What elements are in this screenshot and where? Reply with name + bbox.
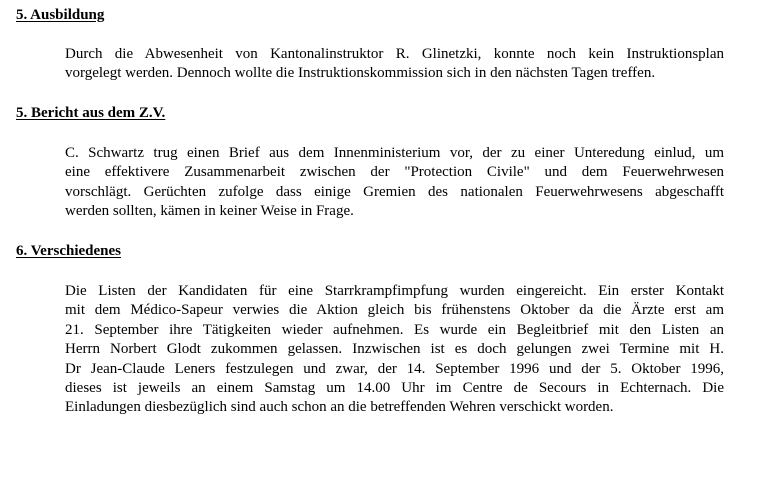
section-paragraph-bericht [65,144,724,222]
section-heading-bericht: 5. Bericht aus dem Z.V. [16,105,166,121]
paragraph-line: vorschlägt. Gerüchten zufolge dass einige Gremien des nationalen Feuerwehrwesens abgeschafft [65,183,724,200]
paragraph-line: Durch die Abwesenheit von Kantonalinstruktor R. Glinetzki, konnte noch kein Instruktionsplan [65,46,724,62]
paragraph-line: eine effektivere Zusammenarbeit zwischen der "Protection Civile" und dem Feuerwehrwesen [65,164,724,181]
section-heading-ausbildung: 5. Ausbildung [16,7,105,23]
paragraph-line: Dr Jean-Claude Leners festzulegen und zwar, der 14. September 1996 und der 5. Oktober 1996, [65,360,724,377]
paragraph-line: 21. September ihre Tätigkeiten wieder aufnehmen. Es wurde ein Begleitbrief mit den Listen an [65,321,724,338]
paragraph-line: mit dem Médico-Sapeur verwies die Aktion gleich bis frühenstens Oktober da die Ärzte erst am [65,302,724,319]
section-heading-verschiedenes: 6. Verschiedenes [16,243,121,259]
paragraph-line: werden sollten, kämen in keiner Weise in Frage. [65,203,354,220]
paragraph-line: vorgelegt werden. Dennoch wollte die Instruktionskommission sich in den nächsten Tagen treffen. [65,65,656,82]
paragraph-line: Herrn Norbert Glodt zukommen gelassen. Inzwischen ist es doch gelungen zwei Termine mit H. [65,341,724,358]
paragraph-line: dieses ist jeweils an einem Samstag um 14.00 Uhr im Centre de Secours in Echternach. Die [65,379,724,396]
paragraph-line: Die Listen der Kandidaten für eine Starrkrampfimpfung wurden eingereicht. Ein erster Kontakt [65,283,724,299]
paragraph-line: C. Schwartz trug einen Brief aus dem Innenministerium vor, der zu einer Unteredung einlud, um [65,145,724,161]
section-paragraph-verschiedenes [65,282,724,418]
section-paragraph-ausbildung [65,45,724,84]
paragraph-line: Einladungen diesbezüglich sind auch schon an die betreffenden Wehren verschickt worden. [65,399,614,416]
